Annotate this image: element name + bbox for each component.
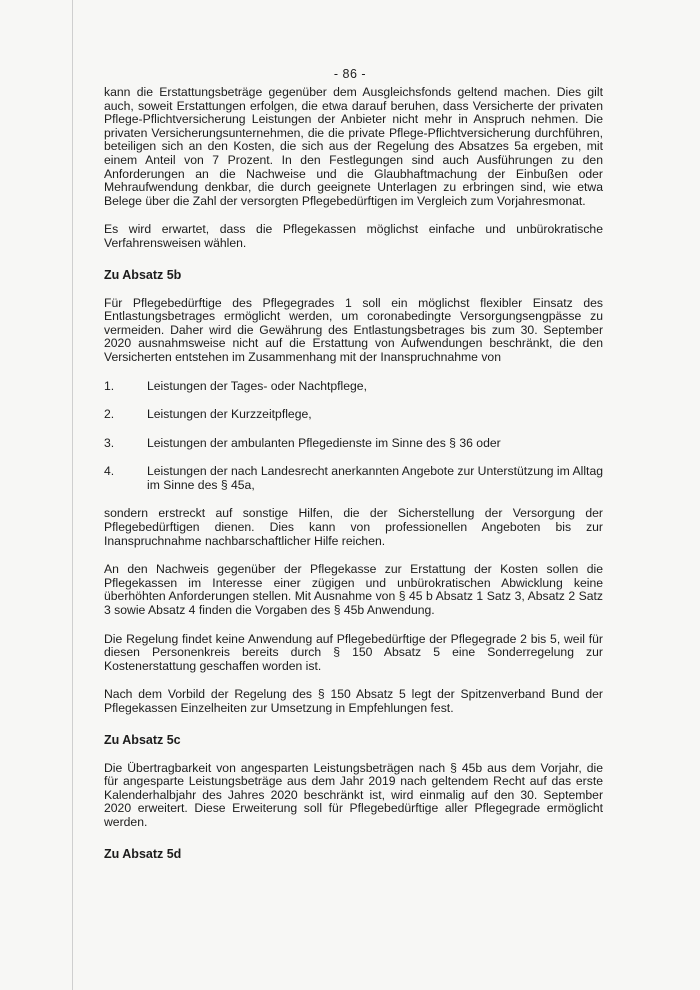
heading-absatz-5d: Zu Absatz 5d xyxy=(104,846,182,861)
list-text: Leistungen der nach Landesrecht anerkannten Angebote zur Unterstützung im Alltag im Sinne des § 45a, xyxy=(147,464,603,492)
document-body xyxy=(104,86,603,861)
list-number: 1. xyxy=(104,378,115,393)
paragraph-5b-4: Die Regelung findet keine Anwendung auf Pflegebedürftige der Pflegegrade 2 bis 5, weil für diesen Personenkreis bereits durch § 150 Absatz 5 eine Sonderregelung zur Kostenerstattung geschaffen worden ist. xyxy=(104,631,603,673)
paragraph-5b-2: sondern erstreckt auf sonstige Hilfen, die der Sicherstellung der Versorgung der Pflegebedürftigen dienen. Dies kann von professionellen Angeboten bis zur Inanspruchnahme nachbarschaftlicher Hilfe reichen. xyxy=(104,506,603,548)
paragraph-5c-1: Die Übertragbarkeit von angesparten Leistungsbeträgen nach § 45b aus dem Vorjahr, die für angesparte Leistungsbeträge aus dem Jahr 2019 nach geltendem Recht auf das erste Kalenderhalbjahr des Jahres 2020 beschränkt ist, wird einmalig auf den 30. September 2020 erweitert. Diese Erweiterung soll für Pflegebedürftige aller Pflegegrade ermöglicht werden. xyxy=(104,760,603,829)
list-number: 4. xyxy=(104,464,115,479)
paragraph-5b-1: Für Pflegebedürftige des Pflegegrades 1 soll ein möglichst flexibler Einsatz des Entlastungsbetrages ermöglicht werden, um coronabedingte Versorgungsengpässe zu vermeiden. Daher wird die Gewährung des Entlastungsbetrages bis zum 30. September 2020 ausnahmsweise nicht auf die Erstattung von Aufwendungen beschränkt, die den Versicherten entstehen im Zusammenhang mit der Inanspruchnahme von xyxy=(104,295,603,364)
list-item xyxy=(104,437,603,451)
heading-absatz-5b: Zu Absatz 5b xyxy=(104,267,182,282)
page-number: - 86 - xyxy=(333,67,367,81)
list-number: 3. xyxy=(104,435,115,450)
paragraph-5b-5: Nach dem Vorbild der Regelung des § 150 Absatz 5 legt der Spitzenverband Bund der Pflegekassen Einzelheiten zur Umsetzung in Empfehlungen fest. xyxy=(104,687,603,715)
list-item xyxy=(104,465,603,492)
scan-margin-line xyxy=(72,0,73,990)
list-text: Leistungen der ambulanten Pflegedienste im Sinne des § 36 oder xyxy=(147,435,501,450)
heading-absatz-5c: Zu Absatz 5c xyxy=(104,732,181,747)
list-item xyxy=(104,380,603,394)
paragraph-5b-3: An den Nachweis gegenüber der Pflegekasse zur Erstattung der Kosten sollen die Pflegekassen im Interesse einer zügigen und unbürokratischen Abwicklung keine überhöhten Anforderungen stellen. Mit Ausnahme von § 45 b Absatz 1 Satz 3, Absatz 2 Satz 3 sowie Absatz 4 finden die Vorgaben des § 45b Anwendung. xyxy=(104,562,603,618)
list-text: Leistungen der Tages- oder Nachtpflege, xyxy=(147,378,367,393)
list-item xyxy=(104,408,603,422)
paragraph-expectation: Es wird erwartet, dass die Pflegekassen möglichst einfache und unbürokratische Verfahrensweisen wählen. xyxy=(104,222,603,250)
list-text: Leistungen der Kurzzeitpflege, xyxy=(147,407,312,422)
list-number: 2. xyxy=(104,407,115,422)
paragraph-intro: kann die Erstattungsbeträge gegenüber dem Ausgleichsfonds geltend machen. Dies gilt auch, soweit Erstattungen erfolgen, die etwa darauf beruhen, dass Versicherte der privaten Pflege-Pflichtversicherung Leistungen der Anbieter nicht mehr in Anspruch nehmen. Die privaten Versicherungsunternehmen, die die private Pflege-Pflichtversicherung durchführen, beteiligen sich an den Kosten, die sich aus der Regelung des Absatzes 5a ergeben, mit einem Anteil von 7 Prozent. In den Festlegungen sind auch Ausführungen zu den Anforderungen an die Nachweise und die Glaubhaftmachung der Einbußen oder Mehraufwendung denkbar, die durch geeignete Unterlagen zu erbringen sind, wie etwa Belege über die Zahl der versorgten Pflegebedürftigen im Vergleich zum Vorjahresmonat. xyxy=(104,85,603,208)
